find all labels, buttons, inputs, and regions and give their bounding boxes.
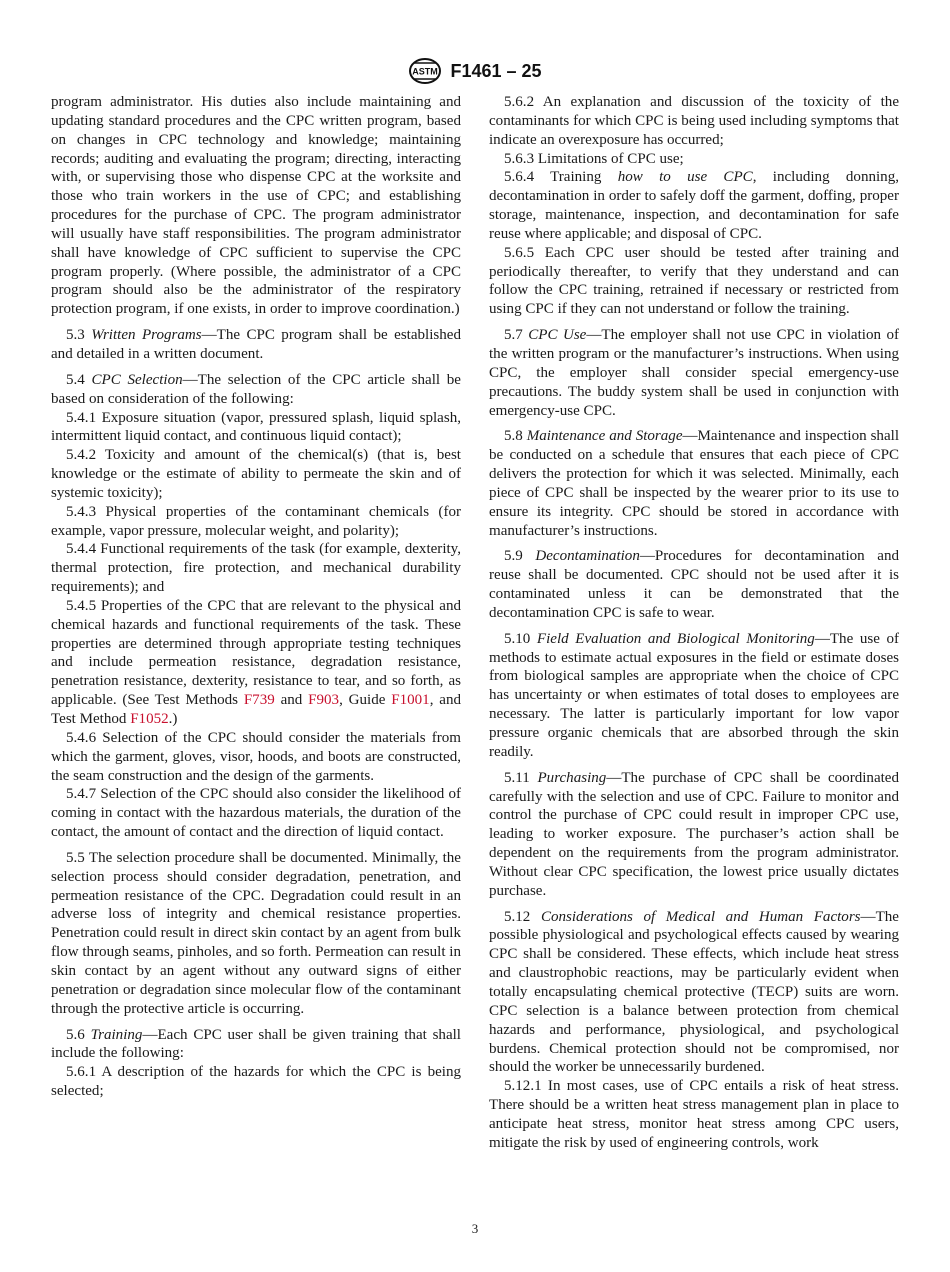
section-5-4-3: 5.4.3 Physical properties of the contaminant chemicals (for example, vapor pressure, molecular weight, and polarity);: [51, 503, 461, 539]
section-5-7-title: CPC Use: [528, 327, 587, 344]
page-number: 3: [471, 1221, 479, 1236]
section-5-4-6: 5.4.6 Selection of the CPC should consider the materials from which the garment, gloves, visor, hoods, and boots are constructed, the seam construction and the design of the garments.: [51, 729, 461, 784]
section-5-6-4: 5.6.4 Training how to use CPC, including donning, decontamination in order to safely doff the garment, doffing, proper storage, maintenance, inspection, and decontamination for safe reuse where applicable; and disposal of CPC.: [489, 169, 899, 242]
section-5-9-title: Decontamination: [535, 548, 640, 565]
left-column: [51, 93, 461, 1101]
section-5-10-title: Field Evaluation and Biological Monitoring: [536, 630, 815, 647]
section-5-12-1: 5.12.1 In most cases, use of CPC entails a risk of heat stress. There should be a written heat stress management plan in place to anticipate heat stress, monitor heat stress among CPC users, mitigate the risk by used of engineering controls, work: [489, 1078, 899, 1151]
section-5-12: 5.12 Considerations of Medical and Human Factors—The possible physiological and psychological effects caused by wearing CPC shall be considered. These effects, which include heat stress and claustrophobic reactions, may be particularly evident when totally encapsulating chemical protective (TECP) suits are worn. CPC selection is a balance between protection from chemical hazards and performance, physiological, and psychological burdens. Chemical protection should not be compromised, nor should the worker be unnecessarily burdened.: [489, 908, 899, 1076]
section-5-8: 5.8 Maintenance and Storage—Maintenance and inspection shall be conducted on a schedule that ensures that each piece of CPC delivers the protection for which it was selected. Minimally, each piece of CPC shall be inspected by the wearer prior to its use to ensure its integrity. CPC should be stored in accordance with manufacturer’s instructions.: [489, 428, 899, 539]
ref-f1052-link[interactable]: F1052: [130, 711, 169, 727]
svg-text:ASTM: ASTM: [412, 66, 439, 77]
section-5-6-3: 5.6.3 Limitations of CPC use;: [504, 150, 684, 167]
section-5-3: 5.3 Written Programs—The CPC program shall be established and detailed in a written document.: [51, 327, 461, 362]
section-5-4: 5.4 CPC Selection—The selection of the CPC article shall be based on consideration of the following:: [51, 371, 461, 407]
section-5-6-title: Training: [90, 1026, 143, 1043]
section-5-4-1: 5.4.1 Exposure situation (vapor, pressured splash, liquid splash, intermittent liquid contact, and continuous liquid contact);: [51, 409, 461, 445]
section-5-4-2: 5.4.2 Toxicity and amount of the chemical(s) (that is, best knowledge or the estimate of ability to permeate the skin and of systemic toxicity);: [51, 447, 461, 501]
section-5-6-2: 5.6.2 An explanation and discussion of the toxicity of the contaminants for which CPC is being used including symptoms that indicate an overexposure has occurred;: [489, 94, 899, 148]
section-5-8-title: Maintenance and Storage: [526, 428, 683, 445]
section-5-4-4: 5.4.4 Functional requirements of the task (for example, dexterity, thermal protection, fire protection, and mechanical durability requirements); and: [51, 541, 461, 596]
page-header: [0, 56, 950, 86]
section-5-6-5: 5.6.5 Each CPC user should be tested after training and periodically thereafter, to verify that they understand and can follow the CPC training, retrained if necessary or restricted from using CPC if they can not understand or follow the training.: [489, 244, 899, 318]
section-5-5: 5.5 The selection procedure shall be documented. Minimally, the selection process should consider degradation, penetration, and permeation resistance of the CPC. Degradation could result in an adverse loss of integrity and chemical resistance properties. Penetration could result in direct skin contact by an agent from bulk flow through seams, pinholes, and so forth. Permeation can result in skin contact by an agent without any outward signs of either penetration or degradation since molecular flow of the contaminant through the protective article is occurring.: [51, 849, 461, 1017]
ref-f739-link[interactable]: F739: [243, 692, 275, 709]
section-5-6: 5.6 Training—Each CPC user shall be given training that shall include the following:: [51, 1026, 461, 1062]
section-5-11: 5.11 Purchasing—The purchase of CPC shall be coordinated carefully with the selection and use of CPC. Failure to monitor and control the purchase of CPC could result in improper CPC use, leading to worker exposure. The purchaser’s action shall be dependent on the requirements from the program administrator. Without clear CPC specification, the lowest price usually dictates purchase.: [489, 769, 899, 899]
section-5-6-1: 5.6.1 A description of the hazards for which the CPC is being selected;: [51, 1064, 461, 1100]
section-5-11-title: Purchasing: [537, 769, 607, 786]
section-5-12-title: Considerations of Medical and Human Factors: [540, 908, 861, 925]
section-5-3-title: Written Programs: [91, 327, 202, 344]
right-column: [489, 93, 899, 1153]
program-administrator-paragraph: program administrator. His duties also include maintaining and updating standard procedures and the CPC written program, based on changes in CPC technology and knowledge; maintaining records; auditing and evaluating the program; directing, interacting with, or supervising those who dispense CPC at the worksite and those who train workers in the use of CPC; and establishing procedures for the purchase of CPC. The program administrator will usually have staff responsibilities. The program administrator shall have knowledge of CPC sufficient to supervise the CPC program properly. (Where possible, the administrator of a CPC program should also be the administrator of the respiratory protection program, if one exists, in order to improve coordination.): [51, 94, 461, 318]
standard-designation: F1461 – 25: [450, 60, 542, 81]
section-5-10: 5.10 Field Evaluation and Biological Monitoring—The use of methods to estimate actual exposures in the field or estimate doses from biological samples are appropriate when the choice of CPC has uncertainty or when estimates of total doses to employees are necessary. The latter is particularly important for low vapor pressure organic chemicals that are absorbed through the skin readily.: [489, 630, 899, 760]
section-5-4-7: 5.4.7 Selection of the CPC should also consider the likelihood of coming in contact with the hazardous materials, the duration of the contact, the amount of contact and the direction of liquid contact.: [51, 786, 461, 841]
section-5-4-title: CPC Selection: [91, 371, 183, 388]
ref-f903-link[interactable]: F903: [308, 692, 340, 709]
section-5-9: 5.9 Decontamination—Procedures for decontamination and reuse shall be documented. CPC should not be used after it is contaminated unless it can be demonstrated that the decontamination CPC is safe to wear.: [489, 548, 899, 621]
section-5-7: 5.7 CPC Use—The employer shall not use CPC in violation of the written program or the manufacturer’s instructions. When using CPC, the employer shall consider special emergency-use precautions. The buddy system shall be used in conjunction with emergency-use CPC.: [489, 327, 899, 419]
astm-logo-icon: [408, 57, 442, 85]
section-5-4-5: 5.4.5 Properties of the CPC that are relevant to the physical and chemical hazards and functional requirements of the task. These properties are determined through appropriate testing techniques and include permeation resistance, degradation resistance, penetration resistance, dexterity, resistance to tear, and so forth, as applicable. (See Test Methods F739 and F903, Guide F1001, and Test Method F1052.): [51, 597, 462, 727]
ref-f1001-link[interactable]: F1001: [391, 692, 430, 709]
